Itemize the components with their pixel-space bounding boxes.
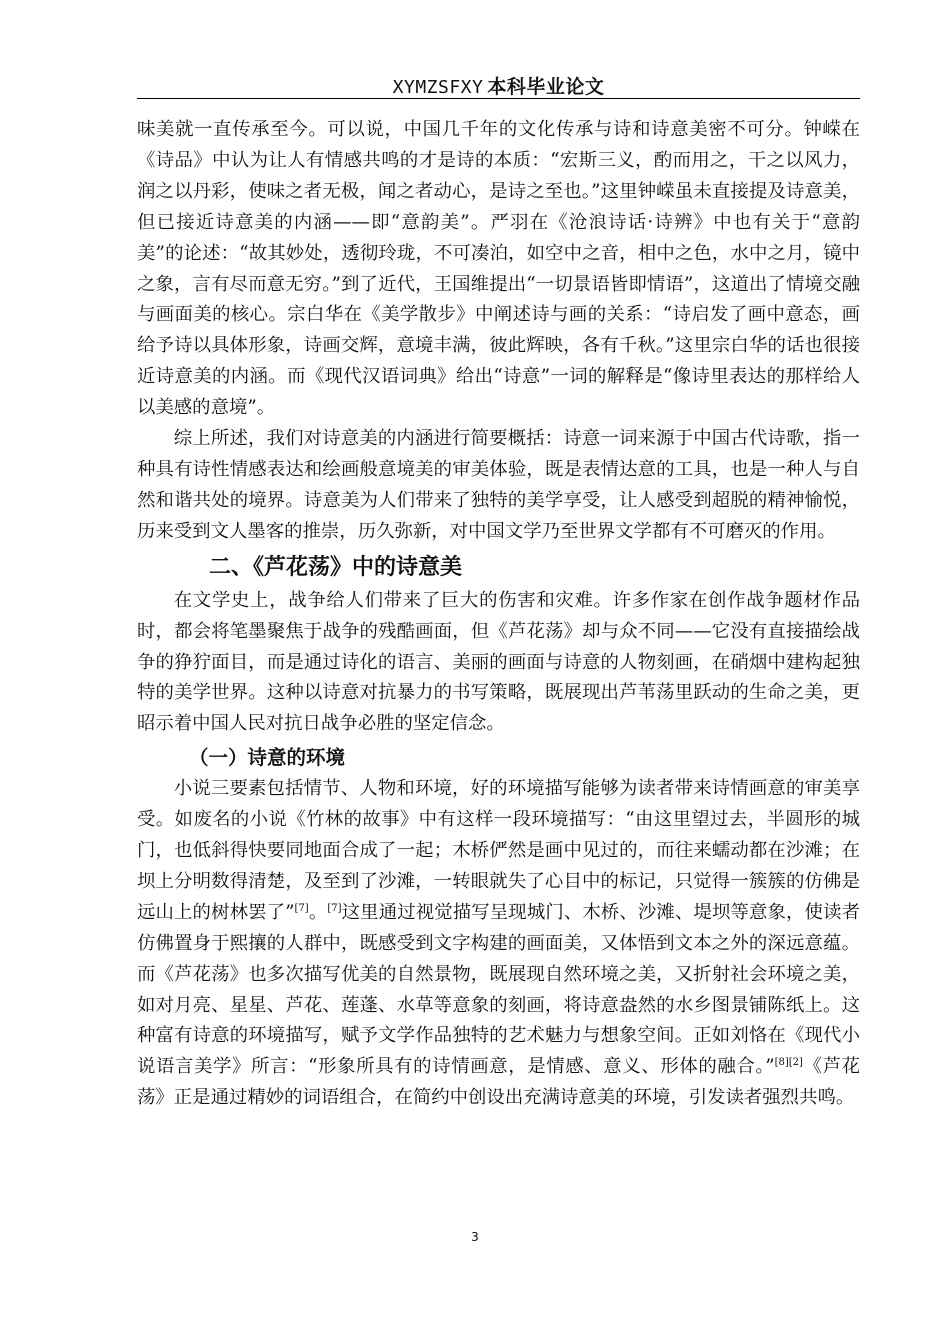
paragraph-4-part-a: 小说三要素包括情节、人物和环境，好的环境描写能够为读者带来诗情画意的审美享受。如废名的小说《竹林的故事》中有这样一段环境描写：“由这里望过去，半圆形的城门，也低斜得快要同地面合成了一起；木桥俨然是画中见过的，而往来蠕动都在沙滩；在坝上分明数得清楚，及至到了沙滩，一转眼就失了心目中的标记，只觉得一簇簇的仿佛是远山上的树林罢了”: [137, 778, 860, 923]
subsection-heading: （一）诗意的环境: [189, 746, 346, 770]
section-heading: 二、《芦花荡》中的诗意美: [209, 554, 463, 580]
citation-7b: [7]: [327, 902, 342, 914]
paragraph-2: 综上所述，我们对诗意美的内涵进行简要概括：诗意一词来源于中国古代诗歌，指一种具有诗性情感表达和绘画般意境美的审美体验，既是表情达意的工具，也是一种人与自然和谐共处的境界。诗意美为人们带来了独特的美学享受，让人感受到超脱的精神愉悦，历来受到文人墨客的推崇，历久弥新，对中国文学乃至世界文学都有不可磨灭的作用。: [137, 428, 860, 542]
header-rule: [137, 98, 860, 99]
body-content: [137, 115, 860, 1114]
page-header: [137, 72, 860, 100]
page-number: 3: [471, 1230, 479, 1244]
header-latin-code: XYMZSFXY: [392, 77, 484, 98]
citation-8-2: [8][2]: [774, 1057, 803, 1069]
paragraph-3: 在文学史上，战争给人们带来了巨大的伤害和灾难。许多作家在创作战争题材作品时，都会将笔墨聚焦于战争的残酷画面，但《芦花荡》却与众不同——它没有直接描绘战争的狰狞面目，而是通过诗化的语言、美丽的画面与诗意的人物刻画，在硝烟中建构起独特的美学世界。这种以诗意对抗暴力的书写策略，既展现出芦苇荡里跃动的生命之美，更昭示着中国人民对抗日战争必胜的坚定信念。: [137, 589, 860, 735]
paragraph-4: [137, 774, 860, 1114]
citation-7a: [7]: [294, 902, 309, 914]
header-title: 本科毕业论文: [487, 76, 605, 98]
paragraph-4-part-b: 。: [308, 901, 328, 923]
paragraph-4-part-d: 《芦花荡》正是通过精妙的词语组合，在简约中创设出充满诗意美的环境，引发读者强烈共鸣。: [137, 1056, 860, 1109]
paragraph-4-part-c: 这里通过视觉描写呈现城门、木桥、沙滩、堤坝等意象，使读者仿佛置身于熙攘的人群中，既感受到文字构建的画面美，又体悟到文本之外的深远意蕴。而《芦花荡》也多次描写优美的自然景物，既展现自然环境之美，又折射社会环境之美，如对月亮、星星、芦花、莲蓬、水草等意象的刻画，将诗意盎然的水乡图景铺陈纸上。这种富有诗意的环境描写，赋予文学作品独特的艺术魅力与想象空间。正如刘恪在《现代小说语言美学》所言：“形象所具有的诗情画意，是情感、意义、形体的融合。”: [137, 901, 860, 1078]
paragraph-1: 味美就一直传承至今。可以说，中国几千年的文化传承与诗和诗意美密不可分。钟嵘在《诗品》中认为让人有情感共鸣的才是诗的本质：“宏斯三义，酌而用之，干之以风力，润之以丹彩，使味之者无极，闻之者动心，是诗之至也。”这里钟嵘虽未直接提及诗意美，但已接近诗意美的内涵——即“意韵美”。严羽在《沧浪诗话·诗辨》中也有关于“意韵美”的论述：“故其妙处，透彻玲珑，不可凑泊，如空中之音，相中之色，水中之月，镜中之象，言有尽而意无穷。”到了近代，王国维提出“一切景语皆即情语”，这道出了情境交融与画面美的核心。宗白华在《美学散步》中阐述诗与画的关系：“诗启发了画中意态，画给予诗以具体形象，诗画交辉，意境丰满，彼此辉映，各有千秋。”这里宗白华的话也很接近诗意美的内涵。而《现代汉语词典》给出“诗意”一词的解释是“像诗里表达的那样给人以美感的意境”。: [137, 119, 860, 419]
